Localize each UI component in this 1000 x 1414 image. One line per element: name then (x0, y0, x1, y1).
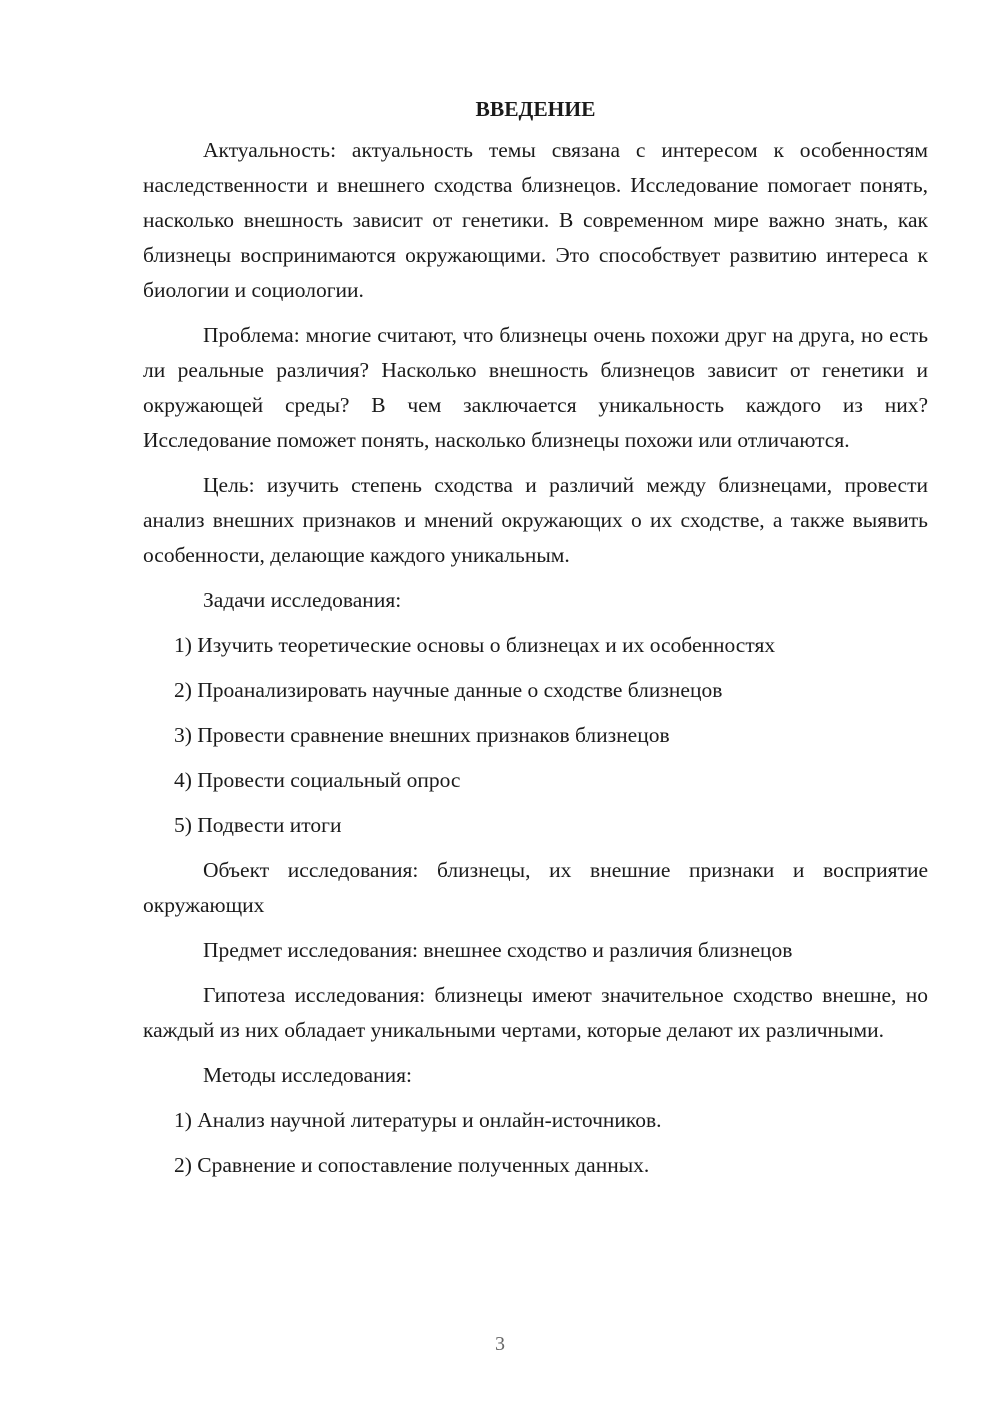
list-item: 1) Изучить теоретические основы о близнецах и их особенностях (174, 633, 776, 657)
list-item: 5) Подвести итоги (174, 813, 342, 837)
methods-list (143, 1103, 928, 1183)
document-page (143, 92, 928, 1193)
tasks-list (143, 628, 928, 843)
hypothesis-paragraph: Гипотеза исследования: близнецы имеют значительное сходство внешне, но каждый из них обладает уникальными чертами, которые делают их различными. (143, 983, 928, 1042)
page-number: 3 (495, 1333, 505, 1355)
problem-paragraph: Проблема: многие считают, что близнецы очень похожи друг на друга, но есть ли реальные различия? Насколько внешность близнецов зависит от генетики и окружающей среды? В чем заключается уникальность каждого из них? Исследование поможет понять, насколько близнецы похожи или отличаются. (143, 323, 928, 452)
list-item: 2) Проанализировать научные данные о сходстве близнецов (174, 678, 723, 702)
list-item: 3) Провести сравнение внешних признаков близнецов (174, 723, 670, 747)
page-title: ВВЕДЕНИЕ (475, 97, 596, 121)
subject-paragraph: Предмет исследования: внешнее сходство и различия близнецов (203, 938, 793, 962)
relevance-paragraph: Актуальность: актуальность темы связана с интересом к особенностям наследственности и внешнего сходства близнецов. Исследование помогает понять, насколько внешность зависит от генетики. В современном мире важно знать, как близнецы воспринимаются окружающими. Это способствует развитию интереса к биологии и социологии. (143, 138, 928, 302)
tasks-heading: Задачи исследования: (203, 588, 402, 612)
methods-heading: Методы исследования: (203, 1063, 412, 1087)
list-item: 4) Провести социальный опрос (174, 768, 461, 792)
object-paragraph: Объект исследования: близнецы, их внешние признаки и восприятие окружающих (143, 858, 928, 917)
list-item: 2) Сравнение и сопоставление полученных данных. (174, 1153, 650, 1177)
goal-paragraph: Цель: изучить степень сходства и различий между близнецами, провести анализ внешних признаков и мнений окружающих о их сходстве, а также выявить особенности, делающие каждого уникальным. (143, 473, 928, 567)
list-item: 1) Анализ научной литературы и онлайн-источников. (174, 1108, 662, 1132)
